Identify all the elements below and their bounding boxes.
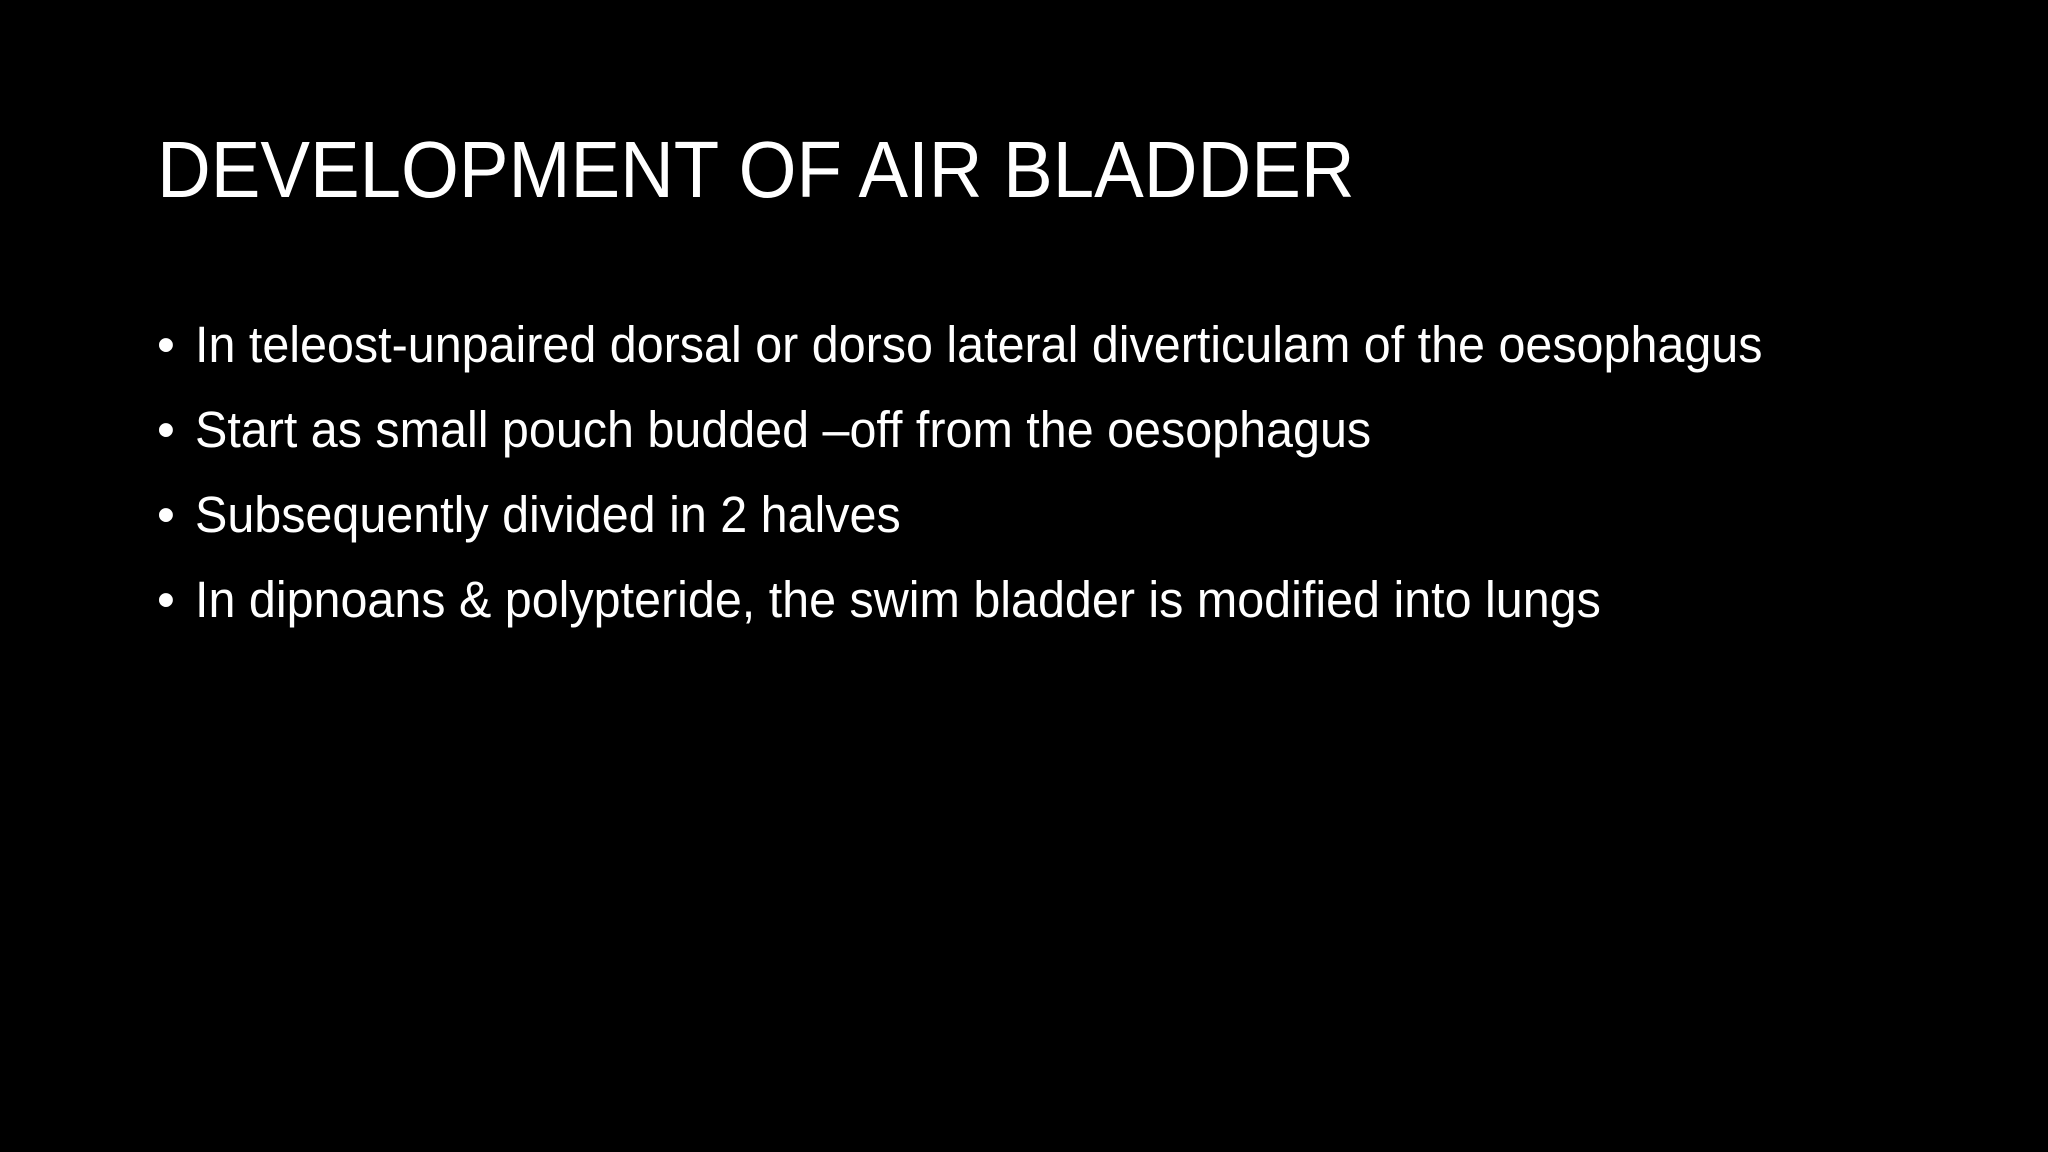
bullet-dot-icon: • [157, 401, 175, 458]
bullet-text: In teleost-unpaired dorsal or dorso lateral diverticulam of the oesophagus [195, 316, 1763, 373]
bullet-list [157, 312, 1977, 652]
bullet-dot-icon: • [157, 571, 175, 628]
bullet-item [157, 312, 1977, 377]
bullet-item [157, 397, 1977, 462]
slide-title: DEVELOPMENT OF AIR BLADDER [157, 125, 1355, 214]
bullet-dot-icon: • [157, 316, 175, 373]
bullet-text: Start as small pouch budded –off from the oesophagus [195, 401, 1372, 458]
bullet-text: In dipnoans & polypteride, the swim bladder is modified into lungs [195, 571, 1601, 628]
bullet-text: Subsequently divided in 2 halves [195, 486, 901, 543]
bullet-dot-icon: • [157, 486, 175, 543]
bullet-item [157, 482, 1977, 547]
bullet-item [157, 567, 1977, 632]
